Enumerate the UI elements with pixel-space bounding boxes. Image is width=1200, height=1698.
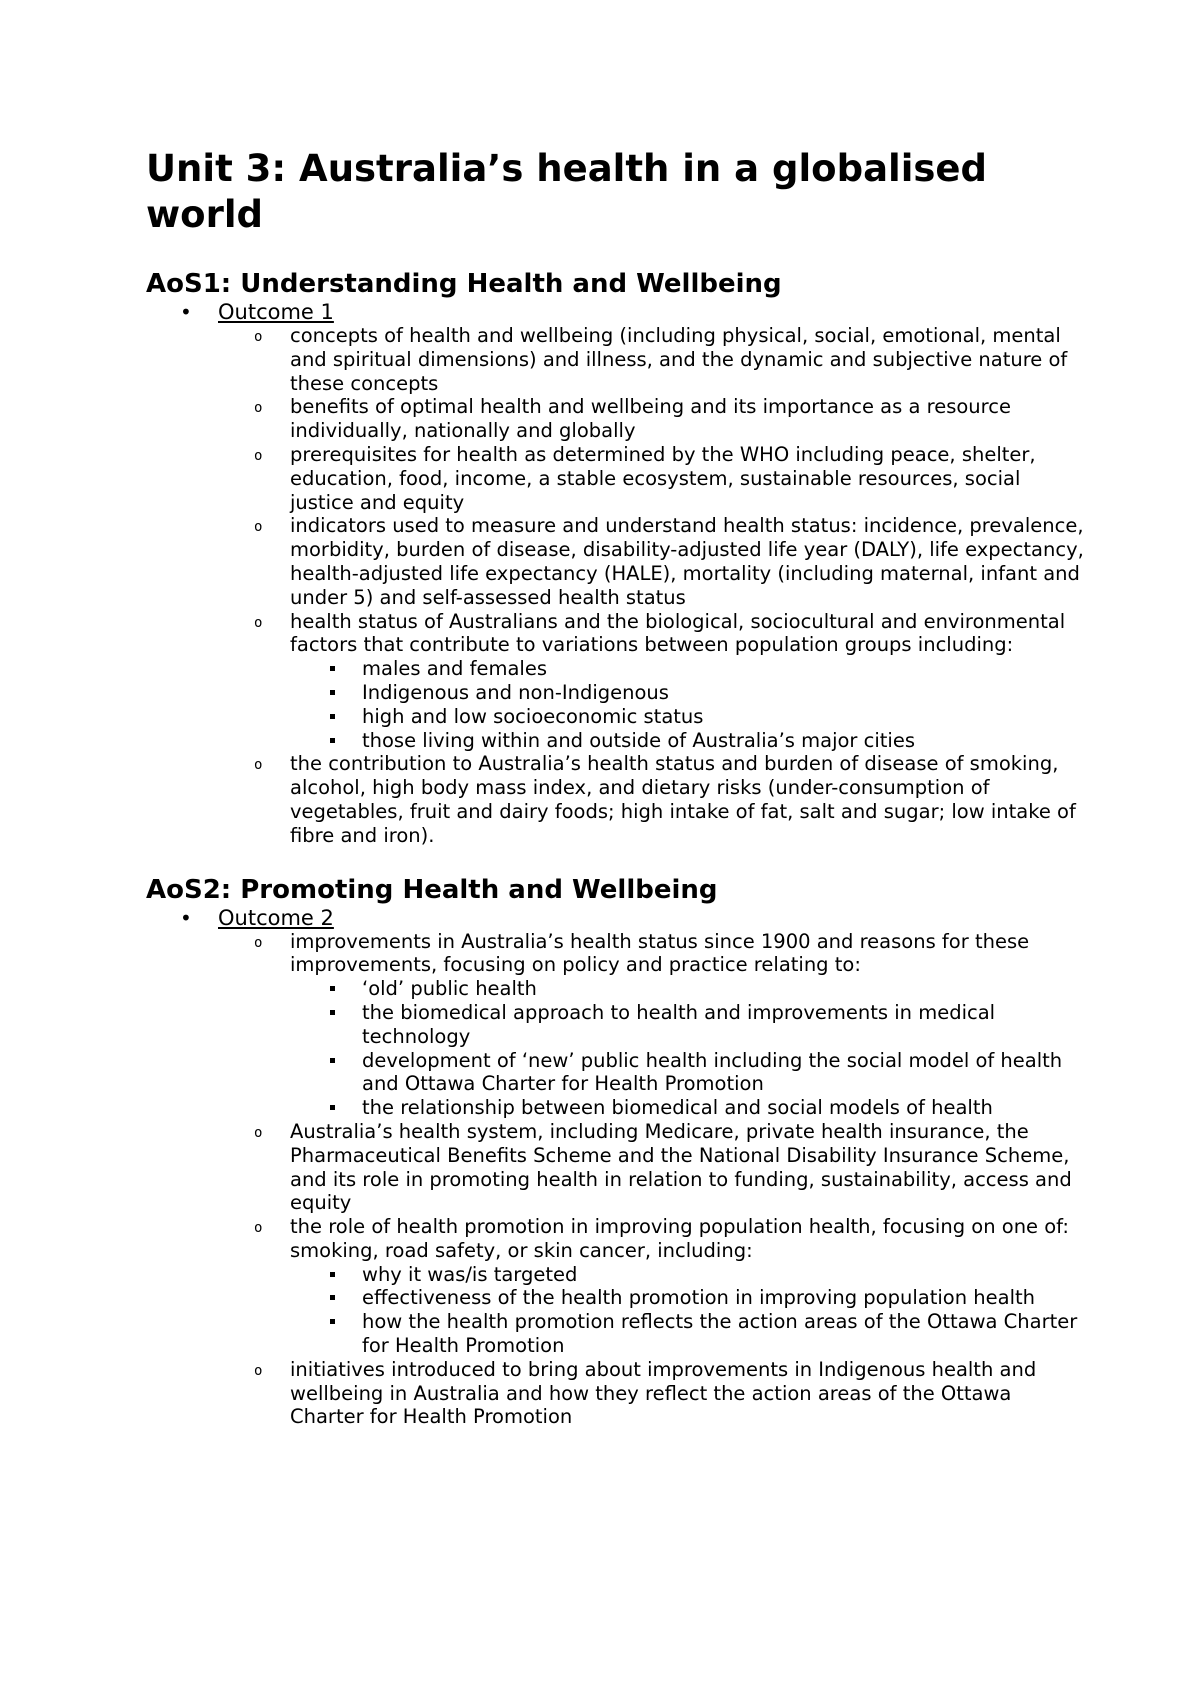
sub-list-item: Indigenous and non-Indigenous	[362, 681, 1086, 705]
list-item	[290, 930, 1086, 1120]
outcome-item	[218, 300, 1086, 848]
sub-list-item: the biomedical approach to health and improvements in medical technology	[362, 1001, 1086, 1049]
list-item: o concepts of health and wellbeing (including physical, social, emotional, mental and spiritual dimensions) and illness, and the dynamic and subjective nature of these concepts	[290, 324, 1086, 395]
list-item: o indicators used to measure and understand health status: incidence, prevalence, morbidity, burden of disease, disability-adjusted life year (DALY), life expectancy, health-adjusted life expectancy (HALE), mortality (including maternal, infant and under 5) and self-assessed health status	[290, 514, 1086, 609]
list-item: o the contribution to Australia’s health status and burden of disease of smoking, alcohol, high body mass index, and dietary risks (under-consumption of vegetables, fruit and dairy foods; high intake of fat, salt and sugar; low intake of fibre and iron).	[290, 752, 1086, 847]
list-item: o benefits of optimal health and wellbeing and its importance as a resource individually, nationally and globally	[290, 395, 1086, 443]
outcome-list-aos1	[218, 300, 1086, 848]
list-item-text: the role of health promotion in improving population health, focusing on one of: smoking, road safety, or skin cancer, including:	[290, 1215, 1069, 1262]
sub-list-item: those living within and outside of Australia’s major cities	[362, 729, 1086, 753]
sub-list-item: how the health promotion reflects the action areas of the Ottawa Charter for Health Promotion	[362, 1310, 1086, 1358]
sub-list-item: ‘old’ public health	[362, 977, 1086, 1001]
outcome-item	[218, 906, 1086, 1430]
outcome-list-aos2	[218, 906, 1086, 1430]
list-item	[290, 610, 1086, 753]
list-item: o initiatives introduced to bring about improvements in Indigenous health and wellbeing in Australia and how they reflect the action areas of the Ottawa Charter for Health Promotion	[290, 1358, 1086, 1429]
sub-list-item: high and low socioeconomic status	[362, 705, 1086, 729]
sub-list-item: effectiveness of the health promotion in improving population health	[362, 1286, 1086, 1310]
sub-list	[362, 977, 1086, 1120]
list-item	[290, 1215, 1086, 1358]
content-list	[290, 324, 1086, 848]
list-item-text: health status of Australians and the biological, sociocultural and environmental factors that contribute to variations between population groups including:	[290, 609, 1066, 657]
sub-list-item: the relationship between biomedical and social models of health	[362, 1096, 1086, 1120]
document-title: Unit 3: Australia’s health in a globalised world	[146, 147, 988, 236]
sub-list-item: development of ‘new’ public health including the social model of health and Ottawa Charter for Health Promotion	[362, 1049, 1086, 1097]
outcome-label: Outcome 2	[218, 905, 334, 930]
sub-list-item: males and females	[362, 657, 1086, 681]
section-heading-aos2: AoS2: Promoting Health and Wellbeing	[146, 874, 718, 905]
sub-list-item: why it was/is targeted	[362, 1263, 1086, 1287]
section-heading-aos1: AoS1: Understanding Health and Wellbeing	[146, 269, 782, 299]
list-item-text: improvements in Australia’s health status since 1900 and reasons for these improvements, focusing on policy and practice relating to:	[290, 929, 1030, 977]
outcome-label: Outcome 1	[218, 300, 334, 324]
sub-list	[362, 1263, 1086, 1358]
document-page	[146, 146, 1086, 1429]
list-item: o Australia’s health system, including Medicare, private health insurance, the Pharmaceutical Benefits Scheme and the National Disability Insurance Scheme, and its role in promoting health in relation to funding, sustainability, access and equity	[290, 1120, 1086, 1215]
list-item: o prerequisites for health as determined by the WHO including peace, shelter, education, food, income, a stable ecosystem, sustainable resources, social justice and equity	[290, 443, 1086, 514]
content-list	[290, 930, 1086, 1430]
sub-list	[362, 657, 1086, 752]
